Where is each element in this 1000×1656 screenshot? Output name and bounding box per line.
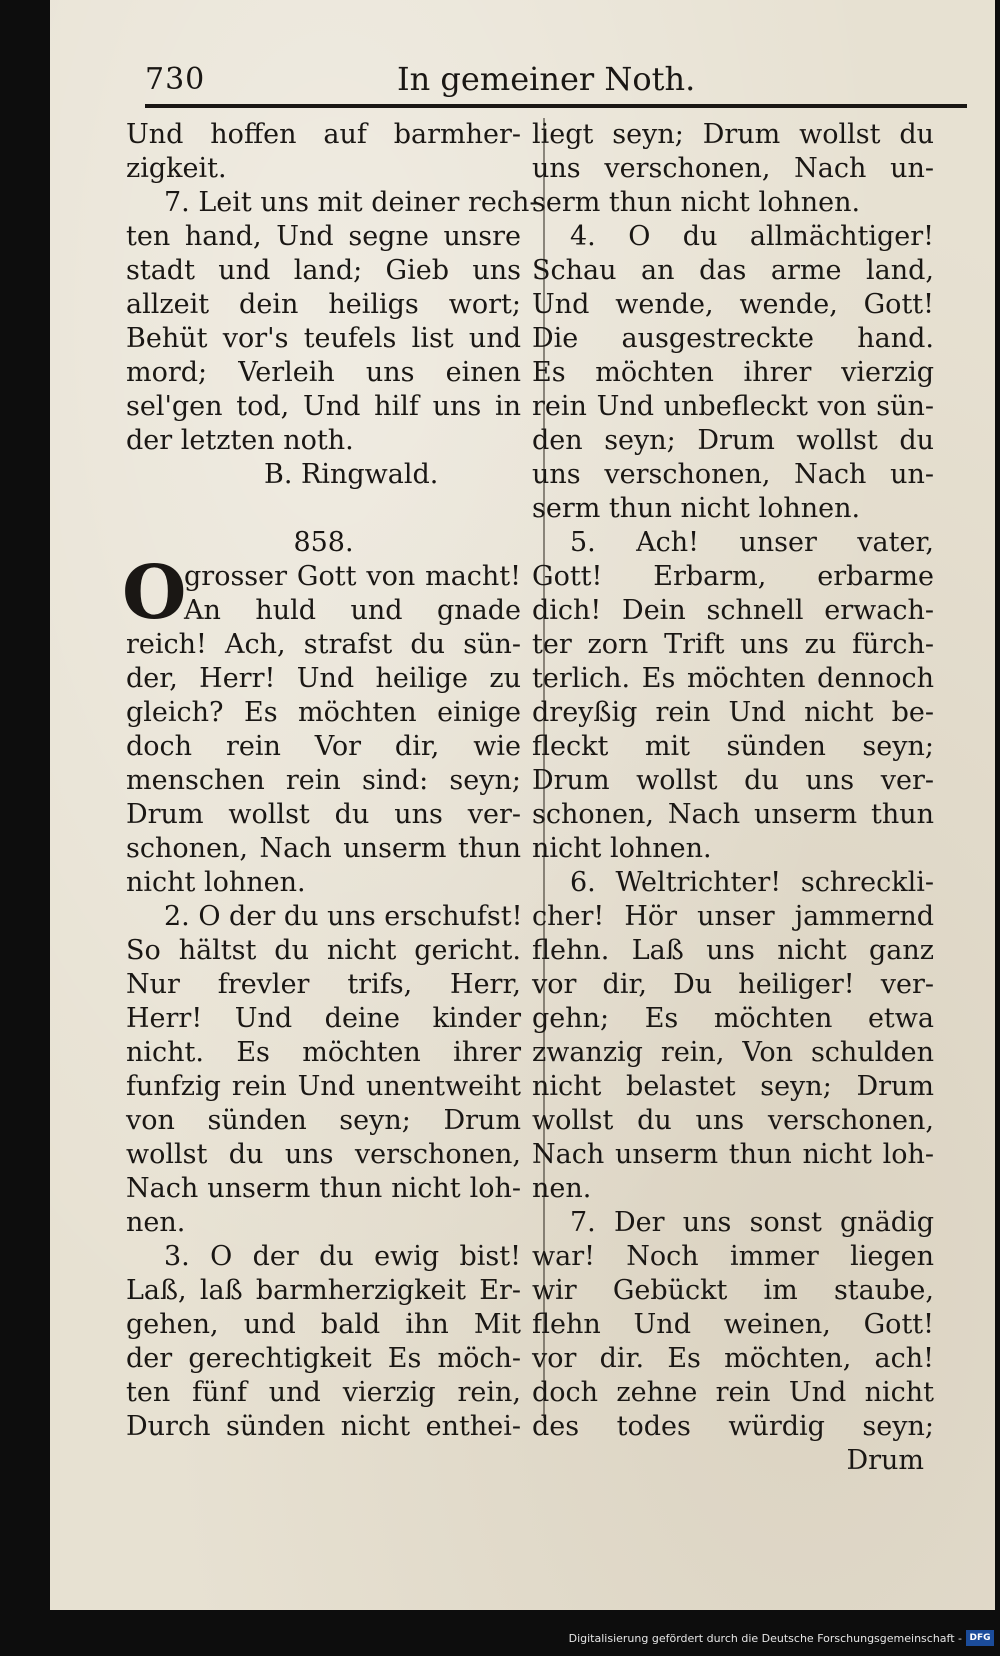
verse-start-line: 2. O der du uns erschufst! — [164, 901, 523, 932]
left-column — [122, 118, 539, 1444]
text-line: flehn. Laß uns nicht ganz — [532, 935, 934, 966]
text-line: Durch sünden nicht enthei- — [126, 1411, 521, 1442]
catchword: Drum — [846, 1445, 924, 1476]
text-line: stadt und land; Gieb uns — [126, 255, 521, 286]
text-line: ter zorn Trift uns zu fürch- — [532, 629, 934, 660]
text-line: uns verschonen, Nach un- — [532, 153, 934, 184]
hymn-number: 858. — [293, 527, 354, 558]
text-line: allzeit dein heiligs wort; — [126, 289, 521, 320]
right-column — [532, 118, 934, 1478]
text-line: nicht. Es möchten ihrer — [126, 1037, 521, 1068]
text-line: Behüt vor's teufels list und — [126, 323, 521, 354]
text-line: grosser Gott von macht! — [184, 561, 521, 592]
text-line: ten fünf und vierzig rein, — [126, 1377, 521, 1408]
verse-start-line: 7. Der uns sonst gnädig — [570, 1207, 934, 1238]
text-line: Es möchten ihrer vierzig — [532, 357, 934, 388]
text-line: mord; Verleih uns einen — [126, 357, 521, 388]
text-line: serm thun nicht lohnen. — [532, 493, 861, 524]
text-line: nicht belastet seyn; Drum — [532, 1071, 934, 1102]
text-line: doch rein Vor dir, wie — [126, 731, 521, 762]
text-line: Herr! Und deine kinder — [126, 1003, 521, 1034]
text-line: nen. — [532, 1173, 592, 1204]
text-line: flehn Und weinen, Gott! — [532, 1309, 934, 1340]
text-line: dreyßig rein Und nicht be- — [532, 697, 934, 728]
verse-start-line: 4. O du allmächtiger! — [570, 221, 934, 252]
text-line: Nach unserm thun nicht loh- — [532, 1139, 934, 1170]
text-line: zwanzig rein, Von schulden — [532, 1037, 934, 1068]
text-line: doch zehne rein Und nicht — [532, 1377, 934, 1408]
text-line: An huld und gnade — [184, 595, 521, 626]
page-header — [145, 58, 945, 98]
text-line: nen. — [126, 1207, 186, 1238]
text-line: sel'gen tod, Und hilf uns in — [126, 391, 521, 422]
text-line: Schau an das arme land, — [532, 255, 934, 286]
text-line: war! Noch immer liegen — [532, 1241, 934, 1272]
verse-start-line: 7. Leit uns mit deiner rech- — [164, 187, 539, 218]
text-line: nicht lohnen. — [126, 867, 306, 898]
text-line: uns verschonen, Nach un- — [532, 459, 934, 490]
text-line: schonen, Nach unserm thun — [126, 833, 521, 864]
text-line: dich! Dein schnell erwach- — [532, 595, 934, 626]
text-line: rein Und unbefleckt von sün- — [532, 391, 934, 422]
verse-start-line: 3. O der du ewig bist! — [164, 1241, 521, 1272]
text-line: gehen, und bald ihn Mit — [126, 1309, 521, 1340]
text-line: vor dir. Es möchten, ach! — [532, 1343, 934, 1374]
text-line: der, Herr! Und heilige zu — [126, 663, 521, 694]
text-line: Drum wollst du uns ver- — [126, 799, 521, 830]
text-line: fleckt mit sünden seyn; — [532, 731, 934, 762]
text-line: terlich. Es möchten dennoch — [532, 663, 934, 694]
text-line: wollst du uns verschonen, — [126, 1139, 521, 1170]
text-line: des todes würdig seyn; — [532, 1411, 934, 1442]
text-line: zigkeit. — [126, 153, 227, 184]
running-title: In gemeiner Noth. — [397, 60, 696, 98]
text-line: liegt seyn; Drum wollst du — [532, 119, 934, 150]
text-line: nicht lohnen. — [532, 833, 712, 864]
text-line: wir Gebückt im staube, — [532, 1275, 934, 1306]
text-line: Laß, laß barmherzigkeit Er- — [126, 1275, 521, 1306]
author-signature: B. Ringwald. — [264, 459, 439, 490]
text-line: wollst du uns verschonen, — [532, 1105, 934, 1136]
digitization-footer — [0, 1630, 1000, 1650]
text-line: Gott! Erbarm, erbarme — [532, 561, 934, 592]
funding-notice: Digitalisierung gefördert durch die Deutsche Forschungsgemeinschaft - — [568, 1632, 962, 1645]
text-line: gehn; Es möchten etwa — [532, 1003, 934, 1034]
text-line: der gerechtigkeit Es möch- — [126, 1343, 521, 1374]
text-line: Die ausgestreckte hand. — [532, 323, 934, 354]
text-line: ten hand, Und segne unsre — [126, 221, 521, 252]
text-line: Nach unserm thun nicht loh- — [126, 1173, 521, 1204]
verse-start-line: 5. Ach! unser vater, — [570, 527, 934, 558]
text-line: Und hoffen auf barmher- — [126, 119, 521, 150]
text-line: der letzten noth. — [126, 425, 354, 456]
book-page — [50, 0, 995, 1610]
text-line: Nur frevler trifs, Herr, — [126, 969, 521, 1000]
text-line: schonen, Nach unserm thun — [532, 799, 934, 830]
text-line: Und wende, wende, Gott! — [532, 289, 934, 320]
drop-cap: O — [122, 550, 187, 636]
dfg-logo: DFG — [966, 1630, 994, 1646]
verse-start-line: 6. Weltrichter! schreckli- — [570, 867, 934, 898]
text-line: von sünden seyn; Drum — [126, 1105, 521, 1136]
text-line: serm thun nicht lohnen. — [532, 187, 861, 218]
page-number: 730 — [145, 62, 206, 97]
header-rule — [145, 104, 967, 108]
text-line: gleich? Es möchten einige — [126, 697, 521, 728]
text-line: reich! Ach, strafst du sün- — [126, 629, 521, 660]
text-line: So hältst du nicht gericht. — [126, 935, 521, 966]
hymn-opening — [122, 550, 521, 636]
text-line: funfzig rein Und unentweiht — [126, 1071, 521, 1102]
text-line: den seyn; Drum wollst du — [532, 425, 934, 456]
text-line: menschen rein sind: seyn; — [126, 765, 521, 796]
text-line: cher! Hör unser jammernd — [532, 901, 934, 932]
text-line: vor dir, Du heiliger! ver- — [532, 969, 934, 1000]
text-line: Drum wollst du uns ver- — [532, 765, 934, 796]
